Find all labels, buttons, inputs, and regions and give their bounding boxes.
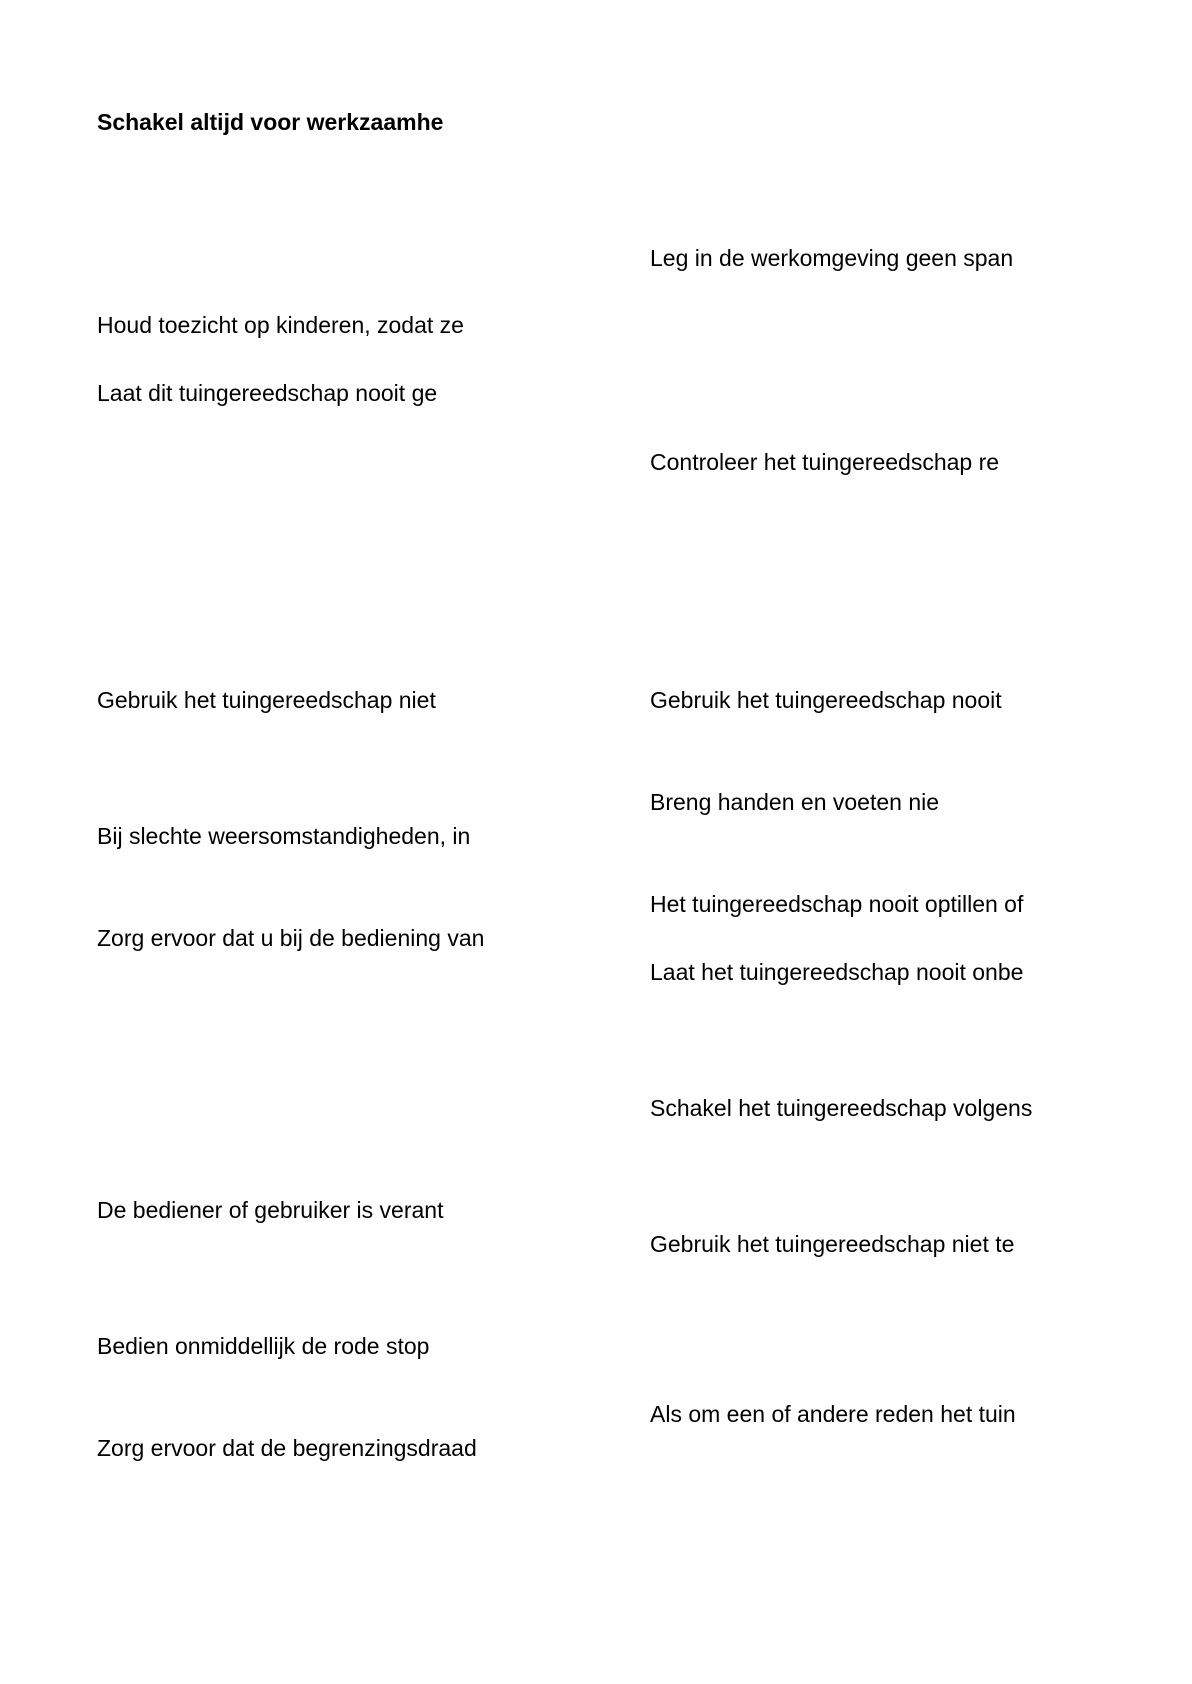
left-line-3: Gebruik het tuingereedschap niet xyxy=(97,687,436,713)
left-line-7: Bedien onmiddellijk de rode stop xyxy=(97,1333,430,1359)
right-line-2: Controleer het tuingereedschap re xyxy=(650,449,1000,475)
left-line-5: Zorg ervoor dat u bij de bediening van xyxy=(97,925,485,951)
right-line-3: Gebruik het tuingereedschap nooit xyxy=(650,687,1002,713)
right-line-8: Gebruik het tuingereedschap niet te xyxy=(650,1231,1015,1257)
left-line-2: Laat dit tuingereedschap nooit ge xyxy=(97,380,438,406)
left-line-8: Zorg ervoor dat de begrenzingsdraad xyxy=(97,1435,477,1461)
right-line-5: Het tuingereedschap nooit optillen of xyxy=(650,891,1024,917)
right-line-9: Als om een of andere reden het tuin xyxy=(650,1401,1016,1427)
left-line-1: Houd toezicht op kinderen, zodat ze xyxy=(97,312,464,338)
right-line-6: Laat het tuingereedschap nooit onbe xyxy=(650,959,1024,985)
left-line-6: De bediener of gebruiker is verant xyxy=(97,1197,444,1223)
right-line-4: Breng handen en voeten nie xyxy=(650,789,940,815)
left-line-4: Bij slechte weersomstandigheden, in xyxy=(97,823,471,849)
document-heading: Schakel altijd voor werkzaamhe xyxy=(97,109,444,135)
right-line-7: Schakel het tuingereedschap volgens xyxy=(650,1095,1033,1121)
right-line-1: Leg in de werkomgeving geen span xyxy=(650,245,1014,271)
